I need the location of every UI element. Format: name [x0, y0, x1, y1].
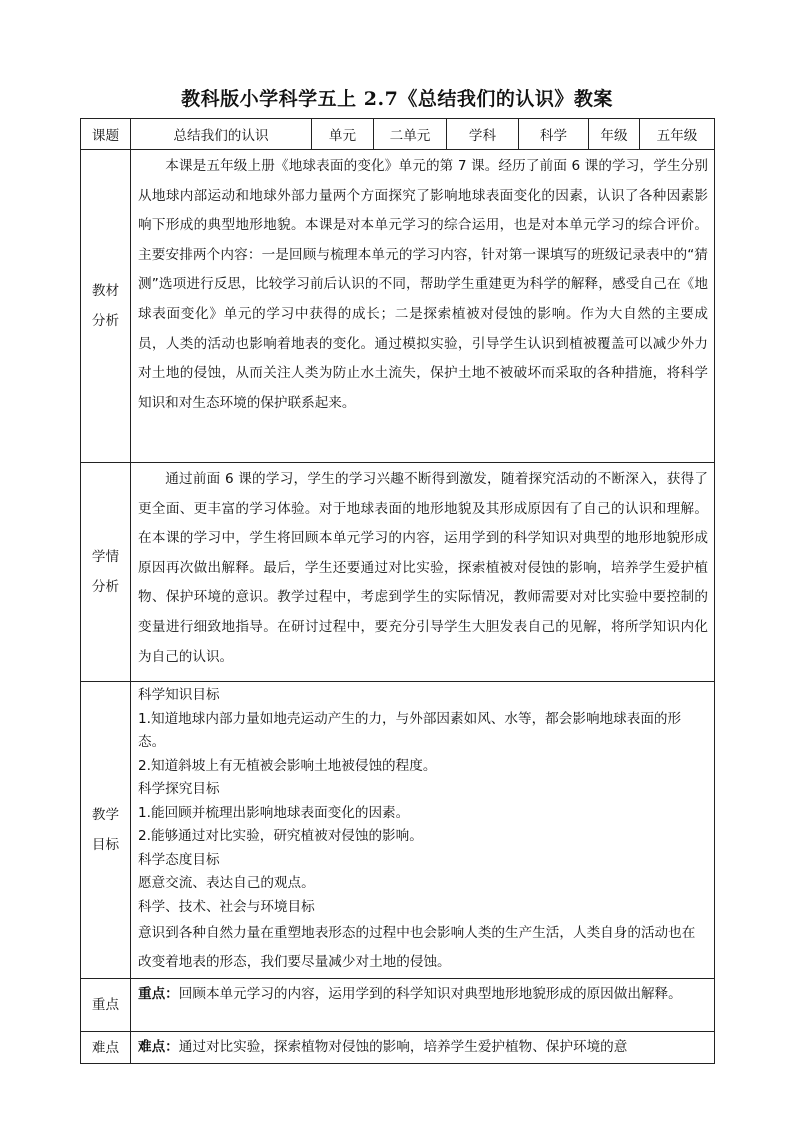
- lesson-plan-table: [80, 118, 715, 1064]
- unit-label: 单元: [312, 119, 374, 150]
- difficulty-text: 通过对比实验，探索植物对侵蚀的影响，培养学生爱护植物、保护环境的意: [178, 1039, 628, 1055]
- difficulty-row: [81, 1032, 715, 1064]
- objectives-label-line2: 目标: [91, 837, 120, 853]
- sts-item-1: 意识到各种自然力量在重塑地表形态的过程中也会影响人类的生产生活，人类自身的活动也在改变着地表的形态，我们要尽量减少对土地的侵蚀。: [138, 925, 696, 970]
- keypoint-prefix: 重点：: [138, 986, 179, 1002]
- objectives-content: [131, 682, 715, 979]
- material-label-line2: 分析: [91, 313, 120, 329]
- material-analysis-text: 本课是五年级上册《地球表面的变化》单元的第 7 课。经历了前面 6 课的学习，学生分别从地球内部运动和地球外部力量两个方面探究了影响地球表面变化的因素，认识了各种因素影响下形成的典型地形地貌。本课是对本单元学习的综合运用，也是对本单元学习的综合评价。主要安排两个内容：一是回顾与梳理本单元的学习内容，针对第一课填写的班级记录表中的“猜测”选项进行反思，比较学习前后认识的不同，帮助学生重建更为科学的解释，感受自己在《地球表面变化》单元的学习中获得的成长；二是探索植被对侵蚀的影响。作为大自然的主要成员，人类的活动也影响着地表的变化。通过模拟实验，引导学生认识到植被覆盖可以减少外力对土地的侵蚀，从而关注人类为防止水土流失，保护土地不被破坏而采取的各种措施，将科学知识和对生态环境的保护联系起来。: [131, 150, 715, 463]
- subject-value: 科学: [519, 119, 589, 150]
- attitude-heading: 科学态度目标: [138, 851, 220, 868]
- knowledge-heading: 科学知识目标: [138, 687, 220, 703]
- learner-analysis-row: [81, 463, 715, 682]
- difficulty-prefix: 难点：: [138, 1039, 179, 1055]
- material-analysis-row: [81, 150, 715, 463]
- inquiry-item-2: 2.能够通过对比实验，研究植被对侵蚀的影响。: [138, 828, 423, 844]
- knowledge-item-1: 1.知道地球内部力量如地壳运动产生的力，与外部因素如风、水等，都会影响地球表面的形态。: [138, 710, 682, 750]
- subject-label: 学科: [447, 119, 519, 150]
- keypoint-text: 回顾本单元学习的内容，运用学到的科学知识对典型地形地貌形成的原因做出解释。: [178, 986, 682, 1002]
- objectives-label-line1: 教学: [91, 807, 120, 823]
- difficulty-label: 难点: [81, 1032, 131, 1064]
- material-label: [81, 150, 131, 463]
- sts-heading: 科学、技术、社会与环境目标: [138, 898, 315, 915]
- unit-value: 二单元: [374, 119, 447, 150]
- keypoint-content: [131, 979, 715, 1032]
- learner-analysis-text: 通过前面 6 课的学习，学生的学习兴趣不断得到激发，随着探究活动的不断深入，获得了更全面、更丰富的学习体验。对于地球表面的地形地貌及其形成原因有了自己的认识和理解。在本课的学习中，学生将回顾本单元学习的内容，运用学到的科学知识对典型的地形地貌形成原因再次做出解释。最后，学生还要通过对比实验，探索植被对侵蚀的影响，培养学生爱护植物、保护环境的意识。教学过程中，考虑到学生的实际情况，教师需要对对比实验中要控制的变量进行细致地指导。在研讨过程中，要充分引导学生大胆发表自己的见解，将所学知识内化为自己的认识。: [131, 463, 715, 682]
- keypoint-label: 重点: [81, 979, 131, 1032]
- header-row: [81, 119, 715, 150]
- topic-value: 总结我们的认识: [131, 119, 312, 150]
- learner-label-line1: 学情: [91, 549, 120, 565]
- objectives-row: [81, 682, 715, 979]
- keypoint-row: [81, 979, 715, 1032]
- topic-label: 课题: [81, 119, 131, 150]
- learner-label-line2: 分析: [91, 579, 120, 595]
- inquiry-item-1: 1.能回顾并梳理出影响地球表面变化的因素。: [138, 804, 410, 821]
- inquiry-heading: 科学探究目标: [138, 781, 220, 797]
- grade-label: 年级: [589, 119, 640, 150]
- difficulty-content: [131, 1032, 715, 1064]
- grade-value: 五年级: [640, 119, 715, 150]
- learner-label: [81, 463, 131, 682]
- material-label-line1: 教材: [91, 283, 120, 299]
- document-title: 教科版小学科学五上 2.7《总结我们的认识》教案: [181, 88, 613, 110]
- attitude-item-1: 愿意交流、表达自己的观点。: [138, 875, 315, 891]
- knowledge-item-2: 2.知道斜坡上有无植被会影响土地被侵蚀的程度。: [138, 757, 437, 774]
- objectives-label: [81, 682, 131, 979]
